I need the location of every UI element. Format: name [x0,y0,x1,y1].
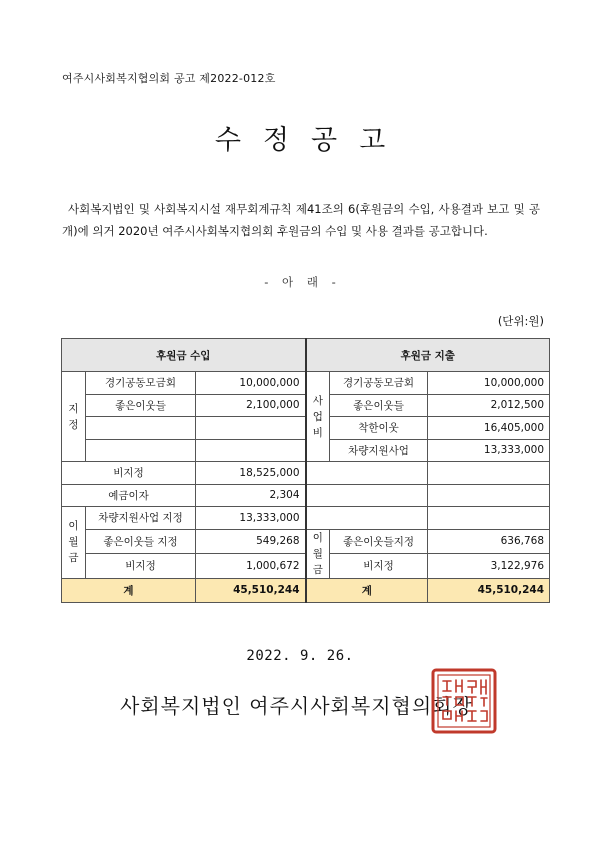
expense-carryover-amount: 636,768 [428,529,550,554]
expense-carryover-name: 좋은이웃들지정 [330,529,428,554]
title-char: 정 [262,125,289,156]
income-carryover-name: 좋은이웃들 지정 [86,529,196,554]
income-item-name: 경기공동모금회 [86,372,196,395]
income-carryover-amount: 13,333,000 [196,507,306,530]
income-total-label: 계 [62,578,196,602]
expense-item-name: 좋은이웃들 [330,394,428,417]
below-heading: - 아 래 - [264,275,336,289]
signer-name: 사회복지법인 여주시사회복지협의회장 [120,694,473,718]
expense-item-amount: 13,333,000 [428,439,550,462]
official-seal [430,667,498,735]
income-interest-name: 예금이자 [62,484,196,507]
income-item-name [86,439,196,462]
expense-item-amount: 2,012,500 [428,394,550,417]
empty-cell [306,462,428,485]
income-item-amount [196,417,306,440]
expense-total-label: 계 [306,578,428,602]
expense-item-amount: 16,405,000 [428,417,550,440]
income-item-name: 좋은이웃들 [86,394,196,417]
expense-carryover-amount: 3,122,976 [428,554,550,579]
empty-cell [428,462,550,485]
empty-cell [306,484,428,507]
title-char: 고 [359,125,386,156]
unit-label: (단위:원) [497,314,544,328]
finance-table [61,338,550,603]
income-item-amount: 2,100,000 [196,394,306,417]
page-title [0,118,600,157]
expense-item-amount: 10,000,000 [428,372,550,395]
expense-carryover-label: 이월금 [306,529,330,578]
income-carryover-label: 이월금 [62,507,86,579]
income-nondesignated-name: 비지정 [62,462,196,485]
expense-item-name: 경기공동모금회 [330,372,428,395]
income-nondesignated-amount: 18,525,000 [196,462,306,485]
notice-number: 여주시사회복지협의회 공고 제2022-012호 [62,72,276,85]
income-carryover-amount: 549,268 [196,529,306,554]
expense-item-name: 착한이웃 [330,417,428,440]
income-total-amount: 45,510,244 [196,578,306,602]
income-carryover-name: 비지정 [86,554,196,579]
empty-cell [428,507,550,530]
title-char: 수 [214,125,241,156]
expense-total-amount: 45,510,244 [428,578,550,602]
income-carryover-amount: 1,000,672 [196,554,306,579]
income-header: 후원금 수입 [62,339,306,372]
empty-cell [428,484,550,507]
title-char: 공 [311,125,338,156]
expense-header: 후원금 지출 [306,339,550,372]
expense-item-name: 차량지원사업 [330,439,428,462]
income-item-amount: 10,000,000 [196,372,306,395]
income-carryover-name: 차량지원사업 지정 [86,507,196,530]
business-label: 사업비 [306,372,330,462]
income-interest-amount: 2,304 [196,484,306,507]
expense-carryover-name: 비지정 [330,554,428,579]
income-item-amount [196,439,306,462]
notice-date: 2022. 9. 26. [246,648,354,664]
notice-body: 사회복지법인 및 사회복지시설 재무회계규칙 제41조의 6(후원금의 수입, 사용결과 보고 및 공개)에 의거 2020년 여주시사회복지협의회 후원금의 수입 및 사용 결과를 공고합니다. [62,202,540,238]
empty-cell [306,507,428,530]
income-item-name [86,417,196,440]
designated-label: 지정 [62,372,86,462]
